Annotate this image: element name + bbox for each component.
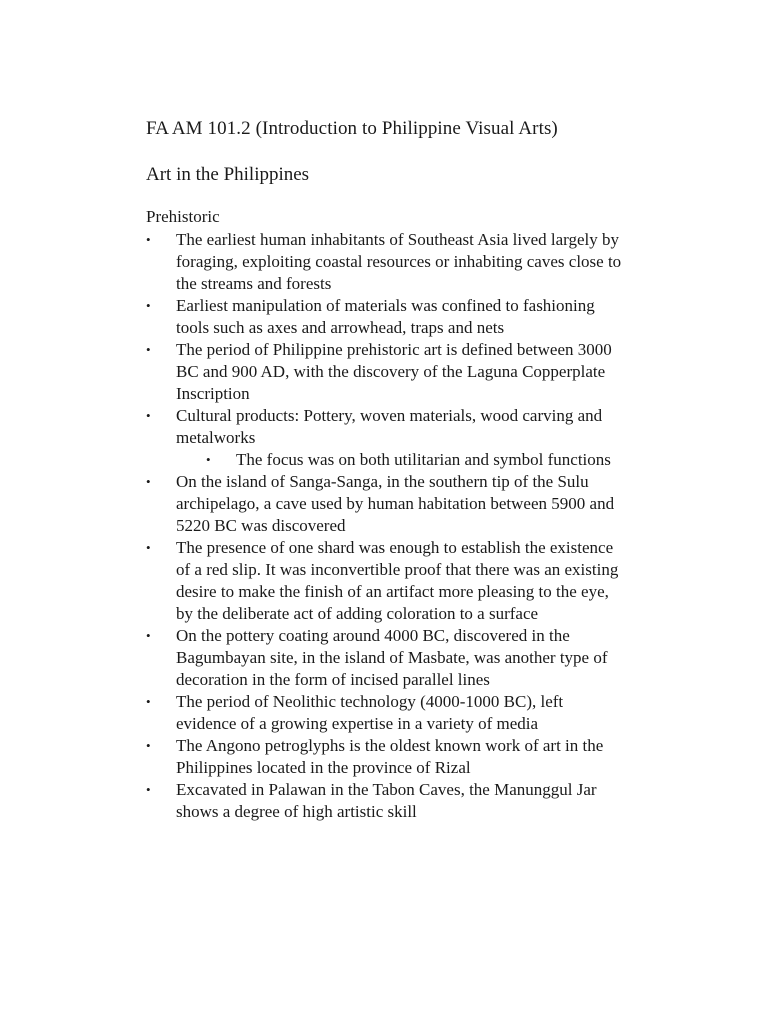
list-item-text: The earliest human inhabitants of Southeast Asia lived largely by foraging, exploiting coastal resources or inhabiting caves close to the streams and forests <box>176 230 622 293</box>
sub-list-item-text: The focus was on both utilitarian and symbol functions <box>236 450 611 469</box>
list-item <box>146 471 626 537</box>
bullet-icon: • <box>146 342 151 357</box>
sub-list-item <box>176 449 626 471</box>
bullet-icon: • <box>146 474 151 489</box>
list-item-text: The period of Philippine prehistoric art is defined between 3000 BC and 900 AD, with the discovery of the Laguna Copperplate Inscription <box>176 340 612 403</box>
document-title: FA AM 101.2 (Introduction to Philippine Visual Arts) <box>146 118 558 139</box>
list-item <box>146 735 626 779</box>
bullet-list <box>146 229 626 823</box>
bullet-icon: • <box>146 782 151 797</box>
list-item-text: Excavated in Palawan in the Tabon Caves, the Manunggul Jar shows a degree of high artistic skill <box>176 780 597 821</box>
list-item <box>146 229 626 295</box>
bullet-icon: • <box>146 232 151 247</box>
prehistoric-section <box>146 206 626 823</box>
list-item-text: The period of Neolithic technology (4000-1000 BC), left evidence of a growing expertise in a variety of media <box>176 692 564 733</box>
bullet-icon: • <box>146 738 151 753</box>
list-item-text: On the island of Sanga-Sanga, in the southern tip of the Sulu archipelago, a cave used by human habitation between 5900 and 5220 BC was discovered <box>176 472 615 535</box>
bullet-icon: • <box>146 694 151 709</box>
list-item-text: On the pottery coating around 4000 BC, discovered in the Bagumbayan site, in the island of Masbate, was another type of decoration in the form of incised parallel lines <box>176 626 608 689</box>
bullet-icon: • <box>146 298 151 313</box>
list-item <box>146 779 626 823</box>
document-subtitle: Art in the Philippines <box>146 164 310 185</box>
list-item <box>146 339 626 405</box>
bullet-icon: • <box>206 452 211 467</box>
list-item-text: The Angono petroglyphs is the oldest known work of art in the Philippines located in the province of Rizal <box>176 736 604 777</box>
section-heading: Prehistoric <box>146 207 220 226</box>
list-item <box>146 405 626 471</box>
bullet-icon: • <box>146 540 151 555</box>
sub-bullet-list <box>176 449 626 471</box>
bullet-icon: • <box>146 408 151 423</box>
bullet-icon: • <box>146 628 151 643</box>
list-item <box>146 295 626 339</box>
list-item <box>146 625 626 691</box>
list-item-text: Earliest manipulation of materials was confined to fashioning tools such as axes and arrowhead, traps and nets <box>176 296 595 337</box>
list-item-text: The presence of one shard was enough to establish the existence of a red slip. It was inconvertible proof that there was an existing desire to make the finish of an artifact more pleasing to the eye, by the deliberate act of adding coloration to a surface <box>176 538 619 623</box>
list-item <box>146 537 626 625</box>
list-item-text: Cultural products: Pottery, woven materials, wood carving and metalworks <box>176 406 603 447</box>
list-item <box>146 691 626 735</box>
